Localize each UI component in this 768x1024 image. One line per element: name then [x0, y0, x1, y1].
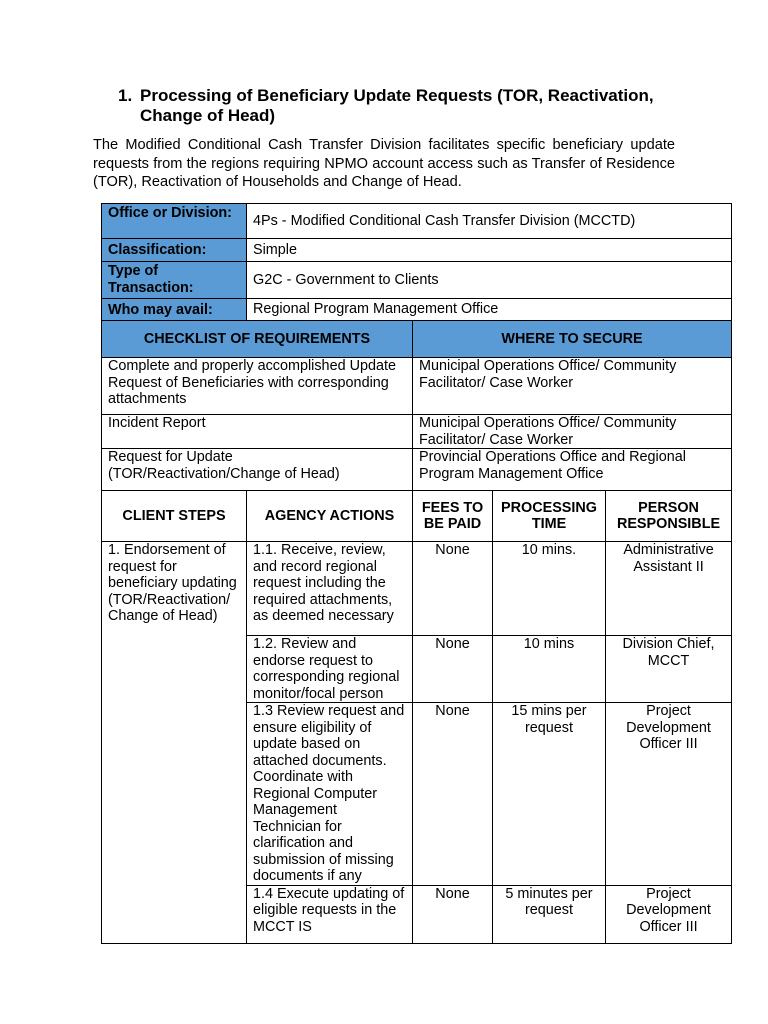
step-row: [102, 542, 732, 636]
person-responsible-value: Administrative Assistant II: [606, 542, 732, 636]
requirements-header-row: [102, 321, 732, 358]
agency-action: 1.2. Review and endorse request to corresponding regional monitor/focal person: [247, 636, 413, 703]
info-label: Type of Transaction:: [102, 262, 247, 299]
processing-time-value: 5 minutes per request: [493, 885, 606, 943]
info-value: Simple: [247, 239, 732, 262]
fees-header: FEES TO BE PAID: [413, 491, 493, 542]
requirement-row: [102, 449, 732, 491]
agency-action: 1.3 Review request and ensure eligibility of update based on attached documents. Coordinate with Regional Computer Management Technician for clarification and submission of missing documents if any: [247, 703, 413, 886]
requirement-item: Incident Report: [102, 415, 413, 449]
section-heading: [118, 86, 678, 126]
agency-actions-header: AGENCY ACTIONS: [247, 491, 413, 542]
info-row-transaction: [102, 262, 732, 299]
requirement-source: Municipal Operations Office/ Community Facilitator/ Case Worker: [413, 415, 732, 449]
info-value: Regional Program Management Office: [247, 299, 732, 321]
processing-time-header: PROCESSING TIME: [493, 491, 606, 542]
requirement-row: [102, 415, 732, 449]
fees-value: None: [413, 885, 493, 943]
fees-value: None: [413, 703, 493, 886]
info-label: Classification:: [102, 239, 247, 262]
info-label: Office or Division:: [102, 204, 247, 239]
info-label: Who may avail:: [102, 299, 247, 321]
person-responsible-header: PERSON RESPONSIBLE: [606, 491, 732, 542]
requirement-item: Complete and properly accomplished Update Request of Beneficiaries with corresponding attachments: [102, 358, 413, 415]
info-value: G2C - Government to Clients: [247, 262, 732, 299]
person-responsible-value: Project Development Officer III: [606, 885, 732, 943]
requirement-source: Municipal Operations Office/ Community Facilitator/ Case Worker: [413, 358, 732, 415]
section-number: 1.: [118, 86, 133, 105]
processing-time-value: 15 mins per request: [493, 703, 606, 886]
section-title: Processing of Beneficiary Update Requests (TOR, Reactivation, Change of Head): [140, 86, 654, 125]
client-steps-header: CLIENT STEPS: [102, 491, 247, 542]
info-row-who-may-avail: [102, 299, 732, 321]
requirement-source: Provincial Operations Office and Regional Program Management Office: [413, 449, 732, 491]
client-step: 1. Endorsement of request for beneficiary updating (TOR/Reactivation/ Change of Head): [102, 542, 247, 944]
citizen-charter-table: [101, 203, 732, 944]
fees-value: None: [413, 636, 493, 703]
checklist-header: CHECKLIST OF REQUIREMENTS: [102, 321, 413, 358]
person-responsible-value: Project Development Officer III: [606, 703, 732, 886]
person-responsible-value: Division Chief, MCCT: [606, 636, 732, 703]
agency-action: 1.1. Receive, review, and record regional request including the required attachments, as deemed necessary: [247, 542, 413, 636]
info-row-classification: [102, 239, 732, 262]
requirement-row: [102, 358, 732, 415]
processing-time-value: 10 mins.: [493, 542, 606, 636]
agency-action: 1.4 Execute updating of eligible requests in the MCCT IS: [247, 885, 413, 943]
requirement-item: Request for Update (TOR/Reactivation/Change of Head): [102, 449, 413, 491]
processing-time-value: 10 mins: [493, 636, 606, 703]
steps-header-row: [102, 491, 732, 542]
info-value: 4Ps - Modified Conditional Cash Transfer Division (MCCTD): [247, 204, 732, 239]
fees-value: None: [413, 542, 493, 636]
info-row-office: [102, 204, 732, 239]
intro-paragraph: The Modified Conditional Cash Transfer Division facilitates specific beneficiary update requests from the regions requiring NPMO account access such as Transfer of Residence (TOR), Reactivation of Households and Change of Head.: [93, 137, 675, 190]
where-to-secure-header: WHERE TO SECURE: [413, 321, 732, 358]
